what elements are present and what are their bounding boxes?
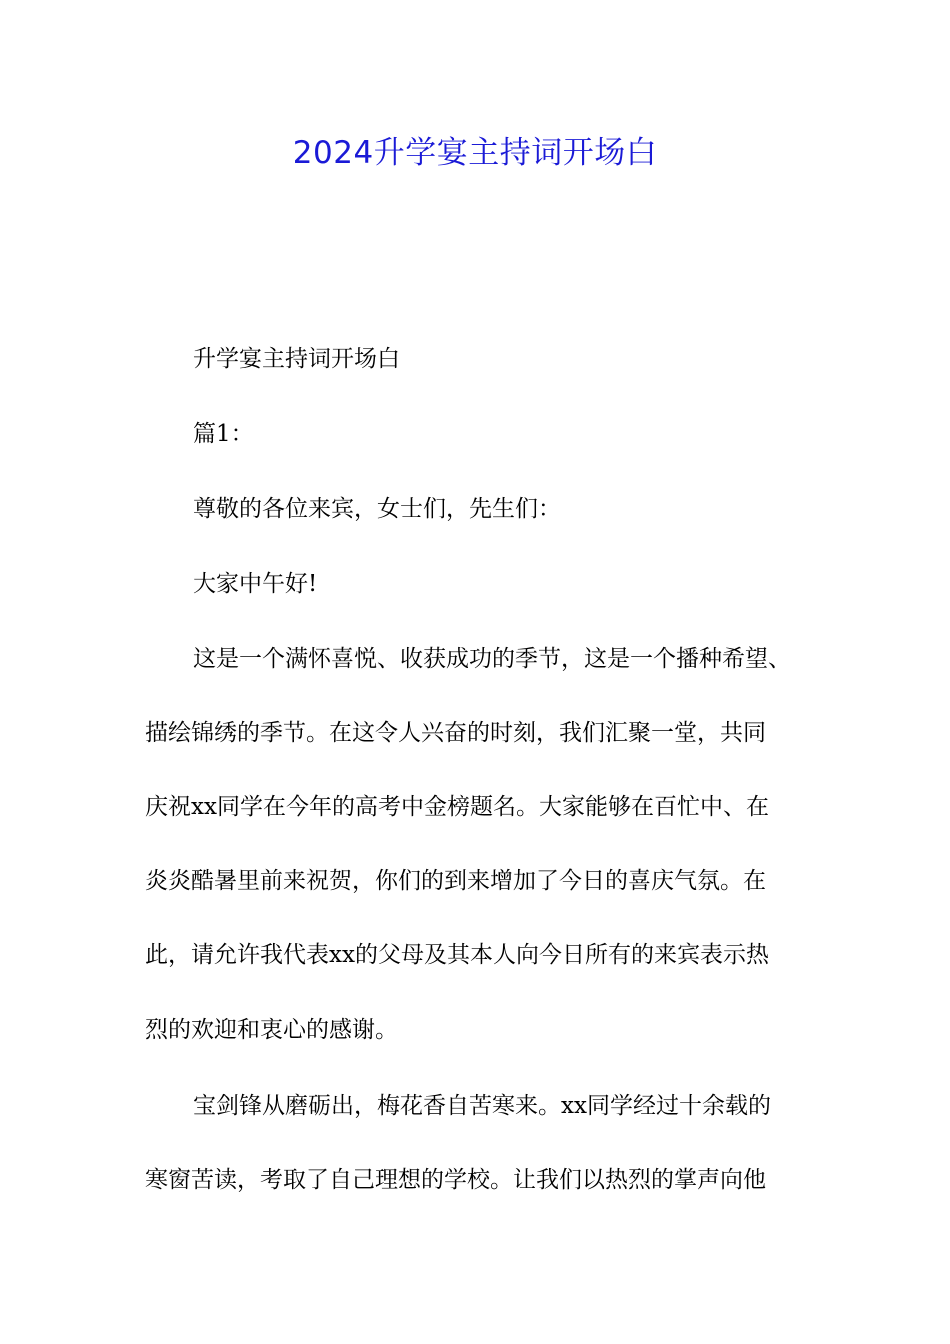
paragraph-line: 宝剑锋从磨砺出，梅花香自苦寒来。xx同学经过十余载的 xyxy=(193,1093,771,1119)
paragraph-line: 炎炎酷暑里前来祝贺，你们的到来增加了今日的喜庆气氛。在 xyxy=(145,868,766,894)
paragraph-line: 烈的欢迎和衷心的感谢。 xyxy=(145,1017,398,1043)
greeting: 大家中午好! xyxy=(193,571,318,597)
paragraph-line: 这是一个满怀喜悦、收获成功的季节，这是一个播种希望、 xyxy=(193,646,791,672)
paragraph-line: 此，请允许我代表xx的父母及其本人向今日所有的来宾表示热 xyxy=(145,942,769,968)
paragraph-line: 寒窗苦读，考取了自己理想的学校。让我们以热烈的掌声向他 xyxy=(145,1167,766,1193)
document-title: 2024升学宴主持词开场白 xyxy=(292,135,658,171)
paragraph-line: 庆祝xx同学在今年的高考中金榜题名。大家能够在百忙中、在 xyxy=(145,794,769,820)
section-heading: 升学宴主持词开场白 xyxy=(193,346,400,372)
article-label: 篇1： xyxy=(193,421,254,447)
paragraph-line: 描绘锦绣的季节。在这令人兴奋的时刻，我们汇聚一堂，共同 xyxy=(145,720,766,746)
salutation: 尊敬的各位来宾，女士们，先生们： xyxy=(193,496,561,522)
